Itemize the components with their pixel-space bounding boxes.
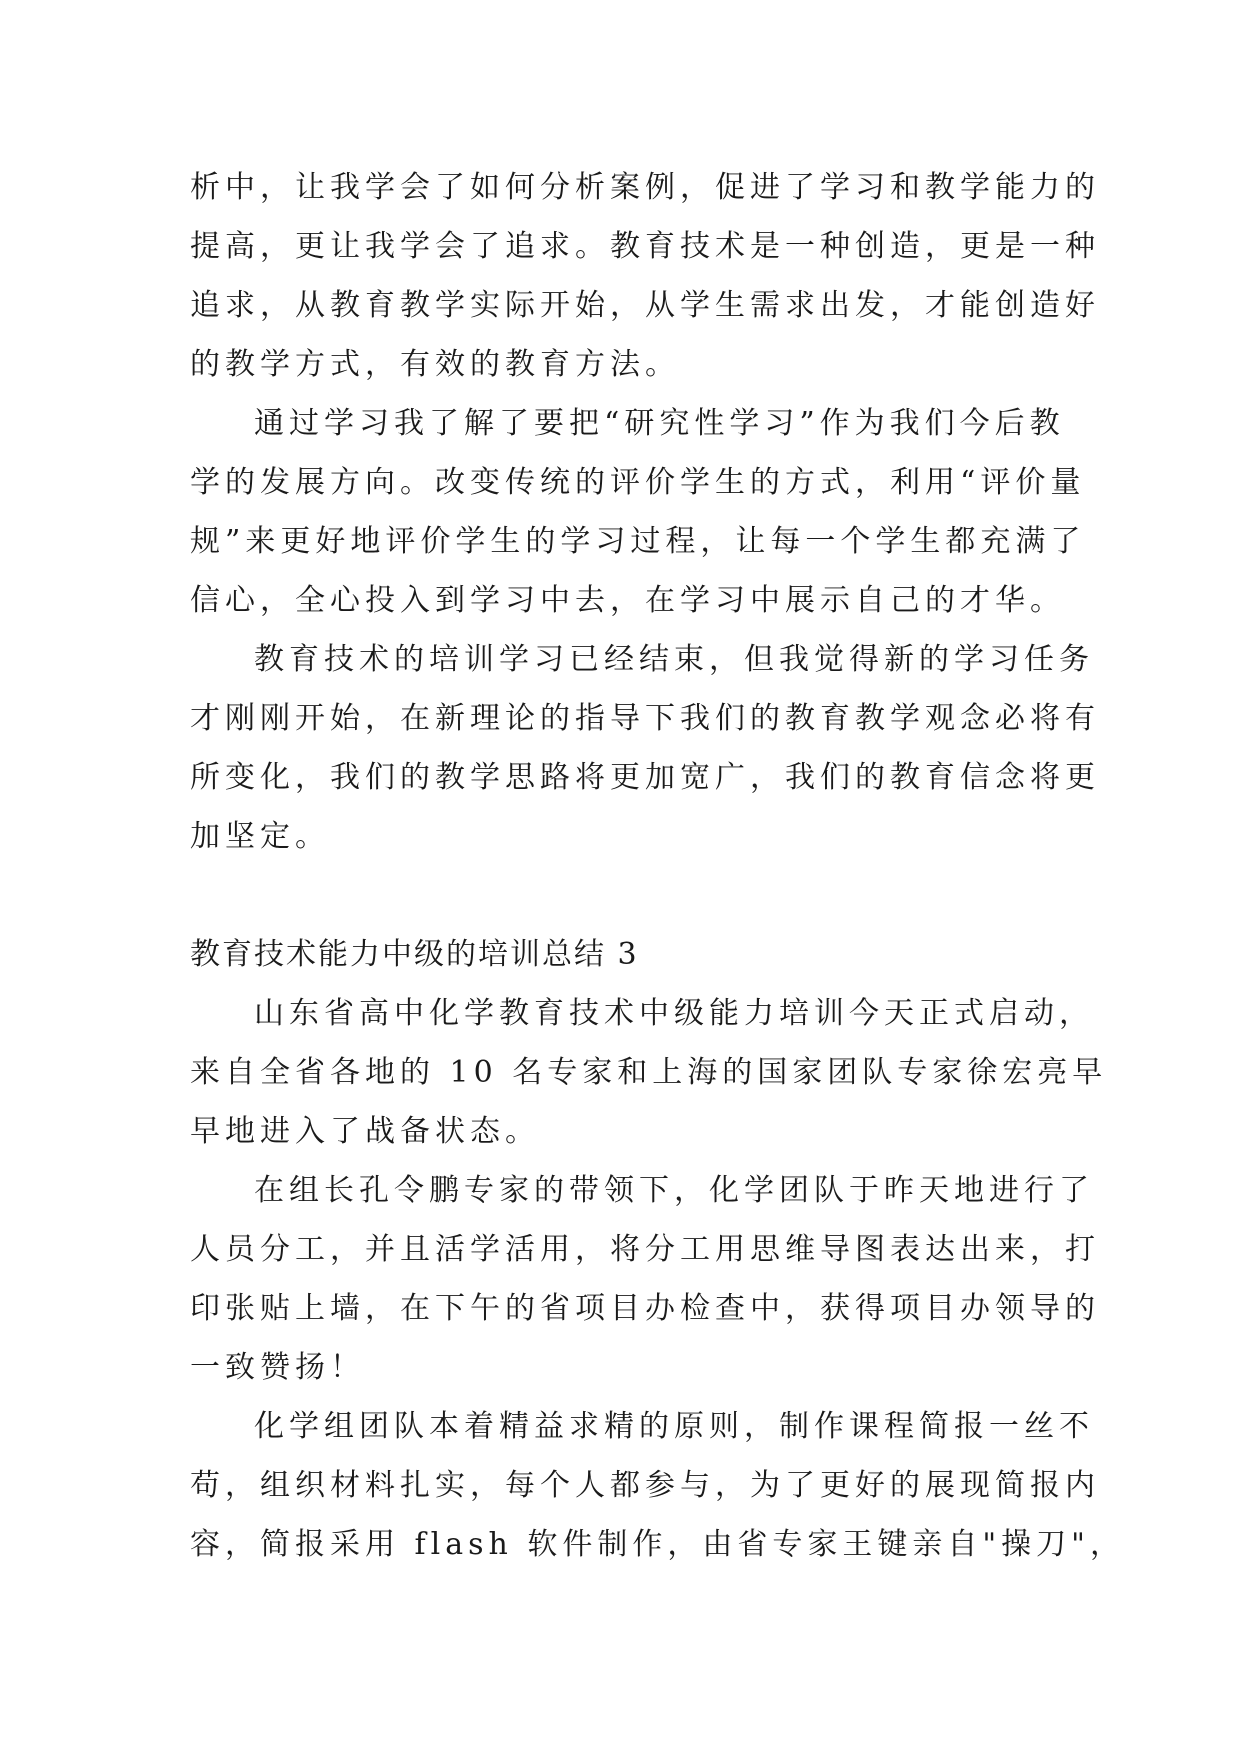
text-line: 化学组团队本着精益求精的原则，制作课程简报一丝不 (254, 1409, 1094, 1444)
text-line: 一致赞扬！ (190, 1350, 365, 1385)
text-line: 信心，全心投入到学习中去，在学习中展示自己的才华。 (190, 583, 1065, 618)
text-line: 规”来更好地评价学生的学习过程，让每一个学生都充满了 (190, 524, 1086, 559)
text-line: 析中，让我学会了如何分析案例，促进了学习和教学能力的 (190, 170, 1100, 205)
paragraph (190, 158, 1100, 394)
text-line: 通过学习我了解了要把“研究性学习”作为我们今后教 (254, 406, 1065, 441)
paragraph (190, 1161, 1100, 1397)
paragraph (190, 984, 1108, 1161)
paragraph (190, 1397, 1125, 1574)
text-line: 人员分工，并且活学活用，将分工用思维导图表达出来，打 (190, 1232, 1100, 1267)
document-body (190, 158, 1125, 1574)
text-line: 教育技术的培训学习已经结束，但我觉得新的学习任务 (254, 642, 1094, 677)
text-line: 早地进入了战备状态。 (190, 1114, 540, 1149)
text-line: 所变化，我们的教学思路将更加宽广，我们的教育信念将更 (190, 760, 1100, 795)
text-line: 苟，组织材料扎实，每个人都参与，为了更好的展现简报内 (190, 1468, 1100, 1503)
section-previous-content (190, 158, 1100, 866)
section-3-content (190, 984, 1125, 1574)
section-gap (190, 866, 1060, 925)
text-line: 在组长孔令鹏专家的带领下，化学团队于昨天地进行了 (254, 1173, 1094, 1208)
text-line: 印张贴上墙，在下午的省项目办检查中，获得项目办领导的 (190, 1291, 1100, 1326)
text-line: 容，简报采用 flash 软件制作，由省专家王键亲自"操刀"， (190, 1527, 1125, 1562)
text-line: 加坚定。 (190, 819, 330, 854)
text-line: 山东省高中化学教育技术中级能力培训今天正式启动， (254, 996, 1094, 1031)
paragraph (190, 630, 1100, 866)
section-heading: 教育技术能力中级的培训总结 3 (190, 937, 639, 972)
text-line: 的教学方式，有效的教育方法。 (190, 347, 680, 382)
text-line: 来自全省各地的 10 名专家和上海的国家团队专家徐宏亮早 (190, 1055, 1108, 1090)
text-line: 才刚刚开始，在新理论的指导下我们的教育教学观念必将有 (190, 701, 1100, 736)
text-line: 提高，更让我学会了追求。教育技术是一种创造，更是一种 (190, 229, 1100, 264)
text-line: 追求，从教育教学实际开始，从学生需求出发，才能创造好 (190, 288, 1100, 323)
paragraph (190, 394, 1086, 630)
text-line: 学的发展方向。改变传统的评价学生的方式，利用“评价量 (190, 465, 1086, 500)
